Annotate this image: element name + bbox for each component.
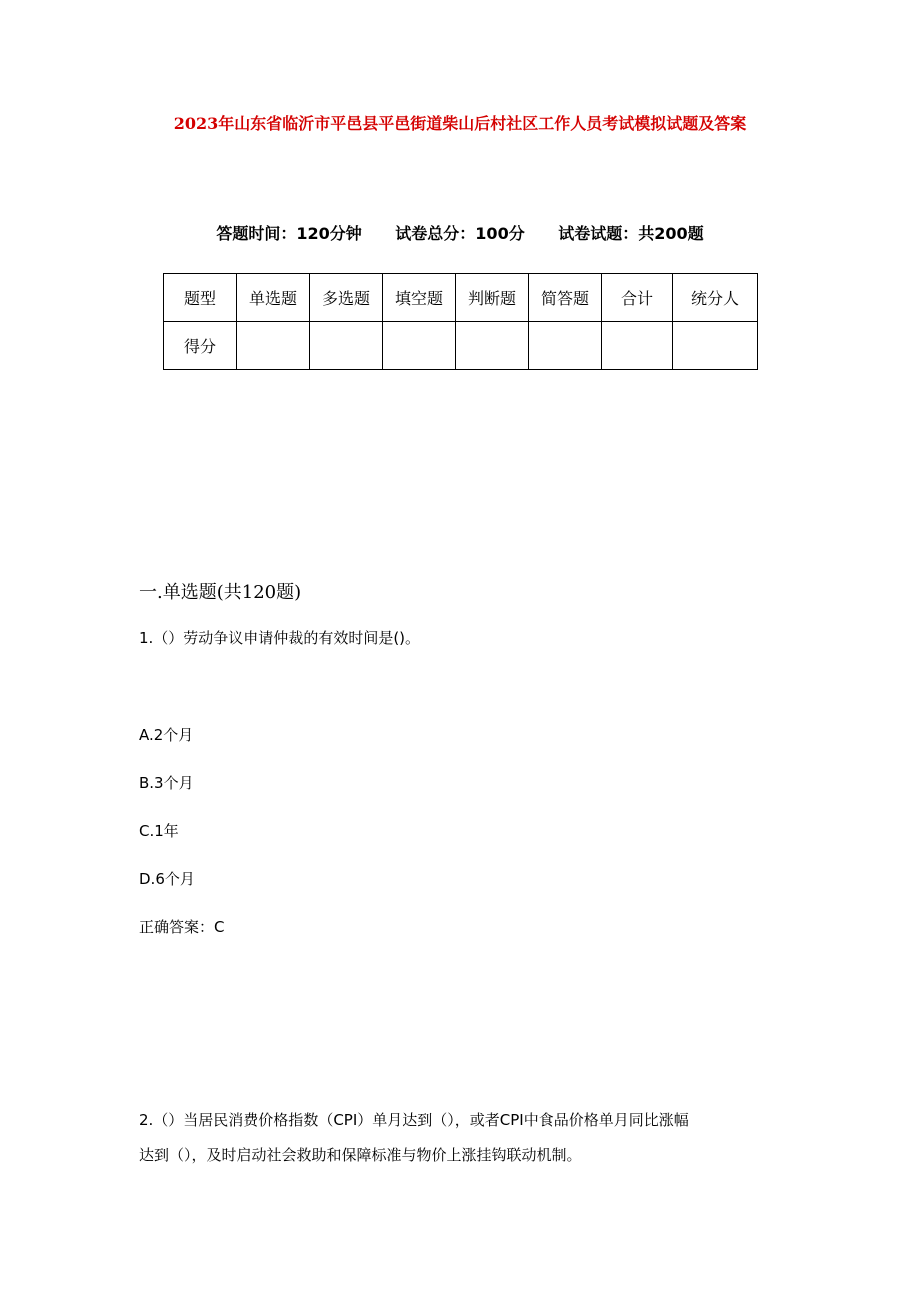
exam-total-score: 试卷总分：100分 (395, 224, 525, 243)
question-2-text-line1: 2.（）当居民消费价格指数（CPI）单月达到（），或者CPI中食品价格单月同比涨幅 (139, 1111, 689, 1129)
question-1-answer: 正确答案：C (139, 918, 225, 936)
header-cell-judge: 判断题 (456, 274, 529, 322)
header-cell-multi: 多选题 (310, 274, 383, 322)
header-cell-total: 合计 (602, 274, 673, 322)
score-table (163, 273, 758, 370)
question-1-option-c: C.1年 (139, 822, 179, 840)
question-1-text: 1.（）劳动争议申请仲裁的有效时间是()。 (139, 629, 421, 647)
exam-question-count: 试卷试题：共200题 (558, 224, 704, 243)
header-cell-single: 单选题 (237, 274, 310, 322)
score-row-label: 得分 (164, 322, 237, 370)
document-title: 2023年山东省临沂市平邑县平邑街道柴山后村社区工作人员考试模拟试题及答案 (173, 114, 747, 133)
question-2-text-line2: 达到（），及时启动社会救助和保障标准与物价上涨挂钩联动机制。 (139, 1146, 582, 1164)
question-1-option-b: B.3个月 (139, 774, 194, 792)
score-cell (602, 322, 673, 370)
section-heading: 一.单选题(共120题) (139, 582, 302, 603)
question-1-option-d: D.6个月 (139, 870, 195, 888)
score-cell (237, 322, 310, 370)
score-table-header-row (164, 274, 758, 322)
score-cell (673, 322, 758, 370)
score-cell (456, 322, 529, 370)
header-cell-fill: 填空题 (383, 274, 456, 322)
exam-meta (0, 221, 920, 244)
header-cell-scorer: 统分人 (673, 274, 758, 322)
question-1-option-a: A.2个月 (139, 726, 194, 744)
score-table-score-row (164, 322, 758, 370)
score-cell (383, 322, 456, 370)
header-cell-type: 题型 (164, 274, 237, 322)
header-cell-short: 简答题 (529, 274, 602, 322)
score-cell (529, 322, 602, 370)
score-cell (310, 322, 383, 370)
exam-time: 答题时间：120分钟 (216, 224, 362, 243)
